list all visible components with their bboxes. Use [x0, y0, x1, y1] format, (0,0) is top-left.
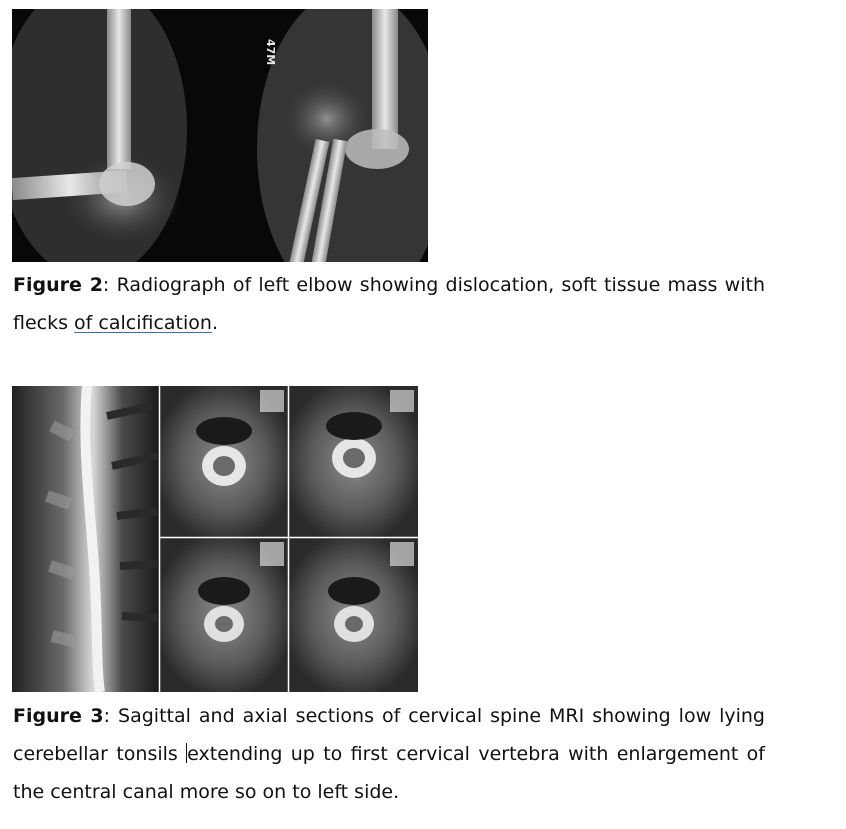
figure-2-radiograph-image — [12, 9, 432, 262]
figure-3-mri-image — [12, 386, 418, 692]
figure-2-caption-underlined-text: of calcification — [74, 312, 212, 334]
figure-3-caption-text-continued: extending up to first cervical vertebra with enlargement of the central canal more so on to left side. — [13, 743, 765, 803]
figure-3-label: Figure 3 — [13, 705, 104, 727]
figure-3-colon: : — [103, 705, 111, 727]
mri-drawing — [12, 386, 418, 692]
radiograph-marker-label: 47M — [264, 39, 277, 66]
radiograph-drawing — [12, 9, 432, 262]
figure-2-caption — [13, 266, 765, 342]
figure-2-caption-text: Radiograph of left elbow showing dislocation, soft tissue mass with flecks — [13, 274, 765, 334]
figure-2-label: Figure 2 — [13, 274, 103, 296]
figure-3-caption — [13, 697, 765, 811]
figure-2-colon: : — [102, 274, 110, 296]
figure-2-caption-end: . — [211, 312, 218, 334]
figure-3-caption-text: Sagittal and axial sections of cervical spine MRI showing low lying cerebellar tonsils — [13, 705, 765, 765]
